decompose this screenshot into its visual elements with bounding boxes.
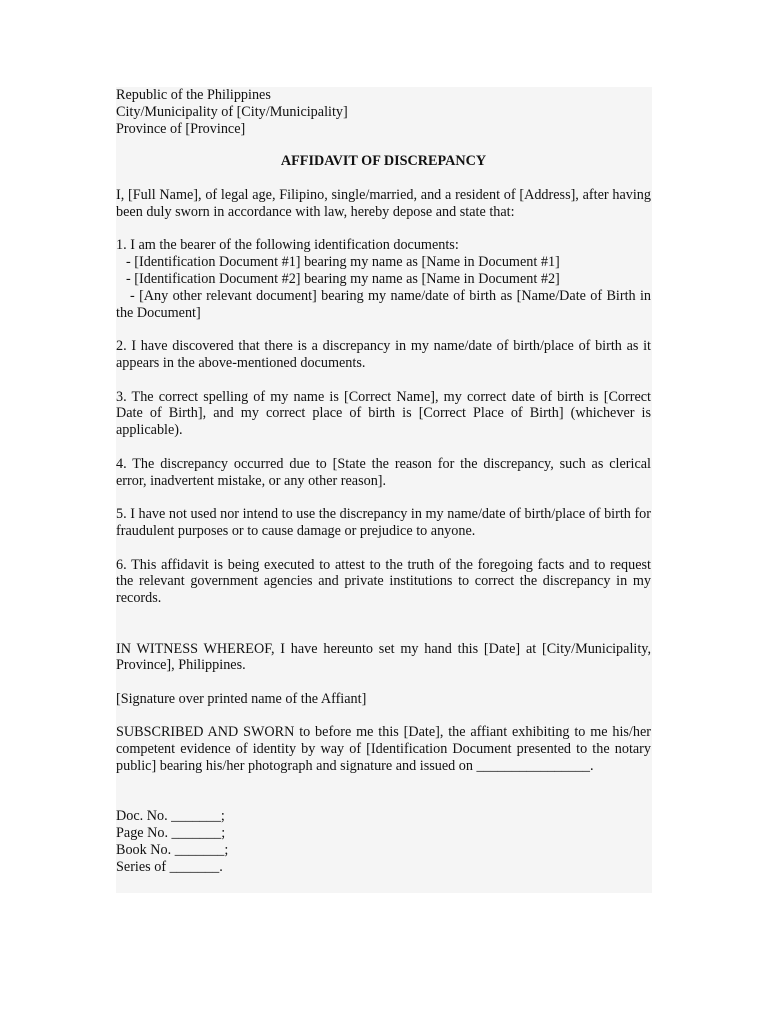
item-1-doc-2: - [Identification Document #2] bearing my name as [Name in Document #2] [126, 270, 560, 287]
intro-paragraph: I, [Full Name], of legal age, Filipino, single/married, and a resident of [Address], after having been duly sworn in accordance with law, hereby depose and state that: [116, 186, 651, 220]
affidavit-document [116, 87, 651, 876]
item-1-lead: 1. I am the bearer of the following identification documents: [116, 237, 459, 254]
witness-paragraph: IN WITNESS WHEREOF, I have hereunto set my hand this [Date] at [City/Municipality, Province], Philippines. [116, 640, 651, 674]
item-6: 6. This affidavit is being executed to attest to the truth of the foregoing facts and to request the relevant government agencies and private institutions to correct the discrepancy in my records. [116, 556, 651, 607]
item-2: 2. I have discovered that there is a discrepancy in my name/date of birth/place of birth as it appears in the above-mentioned documents. [116, 338, 651, 371]
document-title: AFFIDAVIT OF DISCREPANCY [280, 153, 487, 170]
series-number: Series of _______. [116, 858, 223, 875]
item-4: 4. The discrepancy occurred due to [State the reason for the discrepancy, such as clerical error, inadvertent mistake, or any other reason]. [116, 455, 651, 489]
page-number: Page No. _______; [116, 825, 226, 842]
notarial-register [116, 808, 651, 875]
header-province: Province of [Province] [116, 120, 246, 137]
header-republic: Republic of the Philippines [116, 87, 271, 103]
sworn-paragraph: SUBSCRIBED AND SWORN to before me this [Date], the affiant exhibiting to me his/her competent evidence of identity by way of [Identification Document presented to the notary public] bearing his/her photograph and signature and issued on ________________. [116, 724, 651, 775]
item-1-doc-3-text: - [Any other relevant document] bearing my name/date of birth as [Name/Date of Birth in the Document] [116, 287, 651, 321]
header-city: City/Municipality of [City/Municipality] [116, 103, 348, 120]
item-1 [116, 237, 651, 321]
item-3: 3. The correct spelling of my name is [Correct Name], my correct date of birth is [Correct Date of Birth], and my correct place of birth is [Correct Place of Birth] (whichever is applicable). [116, 388, 651, 439]
item-5: 5. I have not used nor intend to use the discrepancy in my name/date of birth/place of birth for fraudulent purposes or to cause damage or prejudice to anyone. [116, 506, 651, 539]
signature-line: [Signature over printed name of the Affiant] [116, 690, 367, 707]
doc-number: Doc. No. _______; [116, 808, 225, 825]
item-1-doc-1: - [Identification Document #1] bearing my name as [Name in Document #1] [126, 254, 560, 271]
item-1-doc-3 [116, 288, 651, 322]
book-number: Book No. _______; [116, 842, 229, 859]
document-header [116, 87, 651, 137]
